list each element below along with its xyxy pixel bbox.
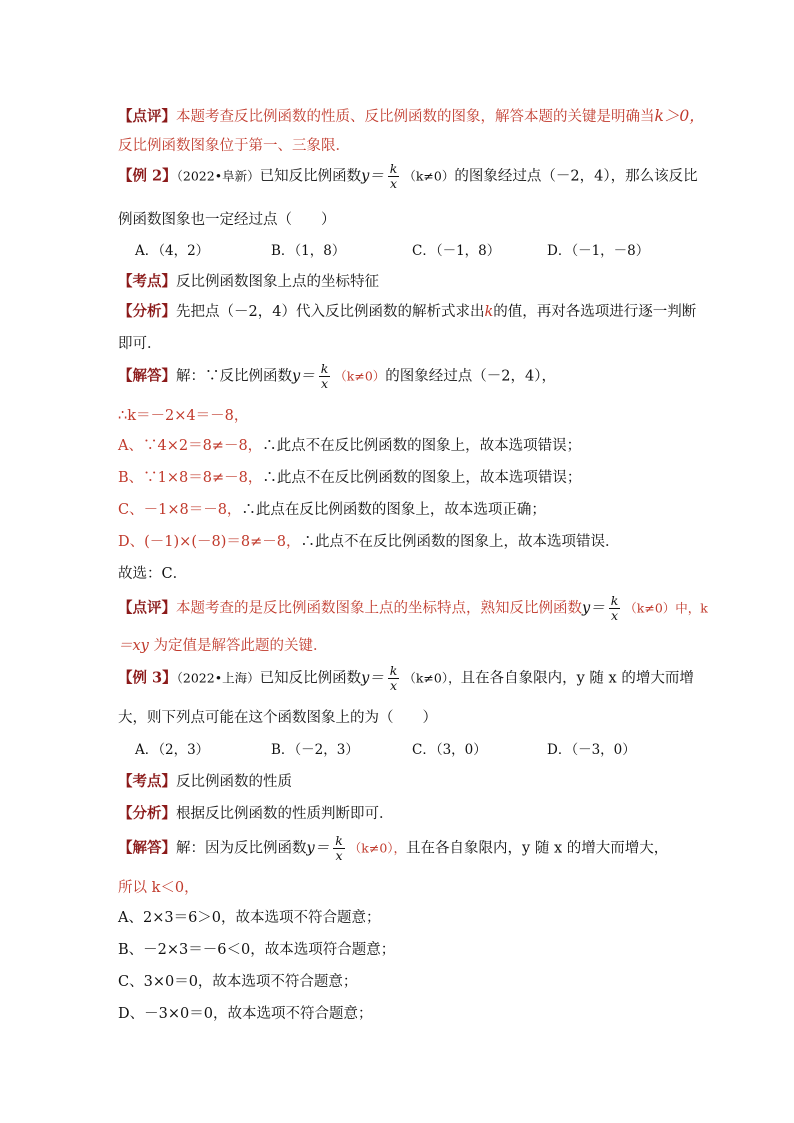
- comment-text-2: 反比例函数图象位于第一、三象限．: [118, 138, 350, 154]
- kaodian-text: 反比例函数的性质: [176, 774, 292, 790]
- jieda-function-y: y＝: [306, 840, 330, 857]
- fenxi-text-3: 即可．: [118, 336, 162, 352]
- example-2-question-line-1: [118, 162, 698, 191]
- example-3-q-part2: 且在各自象限内，y 随 x 的增大而增: [460, 670, 694, 687]
- example-3-question-line-1: [118, 664, 694, 693]
- dianping-text-1: 本题考查的是反比例函数图象上点的坐标特点，熟知反比例函数: [176, 600, 582, 617]
- fraction-k-over-x: $\frac{k}{x}$: [389, 161, 398, 191]
- example-3-jieda-line-1: [118, 834, 668, 863]
- kaodian-tag: 【考点】: [118, 273, 176, 290]
- jieda-k-condition: （k≠0），: [348, 840, 407, 856]
- example-3-fraction: $\frac{k}{x}$: [389, 663, 398, 693]
- example-2-jieda-line-1: [118, 362, 556, 391]
- option-c: C．（3，0）: [412, 742, 487, 758]
- jieda-text-1: 解：∵反比例函数: [176, 368, 292, 385]
- example-2-q-part2: 的图象经过点（－2，4），那么该反比: [454, 168, 698, 185]
- option-b: B．（1，8）: [271, 243, 346, 259]
- jieda-function-y: y＝: [292, 368, 315, 385]
- jieda-text-1: 解：因为反比例函数: [176, 840, 307, 857]
- jieda-fraction: $\frac{k}{x}$: [335, 833, 343, 863]
- example-3-q-line2-text: 大，则下列点可能在这个函数图象上的为（ ）: [118, 710, 437, 726]
- jieda-text-2: 的图象经过点（－2，4），: [385, 368, 556, 385]
- dianping-xy: ＝xy: [118, 638, 149, 654]
- example-2-options: [135, 239, 649, 259]
- example-2-fenxi-line-1: [118, 300, 696, 321]
- example-2-fenxi-line-2: [118, 332, 162, 353]
- option-a: A．（4，2）: [135, 243, 210, 259]
- answer-choice: 故选：C．: [118, 566, 188, 582]
- comment-tag: 【点评】: [118, 108, 176, 125]
- fenxi-text: 根据反比例函数的性质判断即可．: [176, 806, 394, 822]
- jieda-tag: 【解答】: [118, 839, 176, 857]
- example-3-q-part1: 已知反比例函数: [259, 670, 362, 687]
- example-2-question-line-2: [118, 208, 336, 229]
- example-3-tag: 【例 3】: [118, 669, 177, 687]
- fenxi-k: k: [484, 304, 494, 320]
- comment-line-2: [118, 134, 350, 155]
- example-3-options: [135, 738, 636, 758]
- dianping-tag: 【点评】: [118, 599, 176, 617]
- dianping-function-y: y＝: [582, 600, 605, 617]
- kaodian-tag: 【考点】: [118, 773, 176, 790]
- fenxi-tag: 【分析】: [118, 805, 176, 822]
- solution-option-d: D、－3×0＝0，故本选项不符合题意；: [118, 1006, 373, 1022]
- solution-step-k: 所以 k＜0，: [118, 880, 199, 896]
- comment-condition: k＞0，: [654, 107, 705, 125]
- example-2-tag: 【例 2】: [118, 167, 177, 185]
- example-3-function-y: y＝: [361, 670, 384, 687]
- example-2-source: （2022•阜新）: [176, 168, 260, 184]
- solution-option-b: B、∵1×8＝8≠－8，∴此点不在反比例函数的图象上，故本选项错误；: [118, 470, 582, 486]
- comment-line-1: [118, 104, 705, 126]
- fenxi-tag: 【分析】: [118, 303, 176, 320]
- option-a: A．（2，3）: [135, 742, 210, 758]
- example-2-kaodian: [118, 270, 379, 291]
- solution-option-a: A、∵4×2＝8≠－8，∴此点不在反比例函数的图象上，故本选项错误；: [118, 438, 582, 454]
- option-c: C．（－1，8）: [412, 243, 501, 259]
- fenxi-text-1: 先把点（－2，4）代入反比例函数的解析式求出: [176, 304, 485, 320]
- example-2-q-part1: 已知反比例函数: [259, 168, 362, 185]
- example-3-fenxi: [118, 802, 394, 823]
- dianping-text-2: （k≠0）中，k: [624, 600, 708, 616]
- kaodian-text: 反比例函数图象上点的坐标特征: [176, 274, 379, 290]
- jieda-fraction: $\frac{k}{x}$: [320, 361, 329, 391]
- comment-text: 本题考查反比例函数的性质、反比例函数的图象，解答本题的关键是明确当: [176, 109, 655, 125]
- solution-option-a: A、2×3＝6＞0，故本选项不符合题意；: [118, 910, 381, 926]
- example-2-dianping-line-2: [118, 634, 327, 655]
- fenxi-text-2: 的值，再对各选项进行逐一判断: [493, 304, 697, 320]
- jieda-k-condition: （k≠0）: [334, 368, 386, 384]
- solution-option-c: C、－1×8＝－8，∴此点在反比例函数的图象上，故本选项正确；: [118, 502, 546, 518]
- dianping-fraction: $\frac{k}{x}$: [610, 593, 619, 623]
- option-d: D．（－1，－8）: [547, 243, 650, 259]
- example-3-source: （2022•上海）: [176, 670, 260, 686]
- option-d: D．（－3，0）: [547, 742, 636, 758]
- option-b: B．（－2，3）: [271, 742, 359, 758]
- function-y: y＝: [361, 168, 384, 185]
- jieda-text-2: 且在各自象限内，y 随 x 的增大而增大，: [406, 840, 669, 857]
- example-2-q-line2-text: 例函数图象也一定经过点（ ）: [118, 212, 336, 228]
- jieda-tag: 【解答】: [118, 367, 176, 385]
- solution-option-b: B、－2×3＝－6＜0，故本选项符合题意；: [118, 942, 396, 958]
- dianping-text-3: 为定值是解答此题的关键．: [148, 638, 328, 654]
- solution-option-d: D、(－1)×(－8)＝8≠－8，∴此点不在反比例函数的图象上，故本选项错误．: [118, 534, 620, 550]
- solution-option-c: C、3×0＝0，故本选项不符合题意；: [118, 974, 358, 990]
- example-3-k-condition: （k≠0），: [403, 670, 461, 686]
- example-3-kaodian: [118, 770, 292, 791]
- k-condition: （k≠0）: [403, 168, 455, 184]
- solution-step-k: ∴k＝－2×4＝－8，: [118, 408, 249, 424]
- example-2-dianping-line-1: [118, 594, 708, 623]
- example-3-question-line-2: [118, 706, 437, 727]
